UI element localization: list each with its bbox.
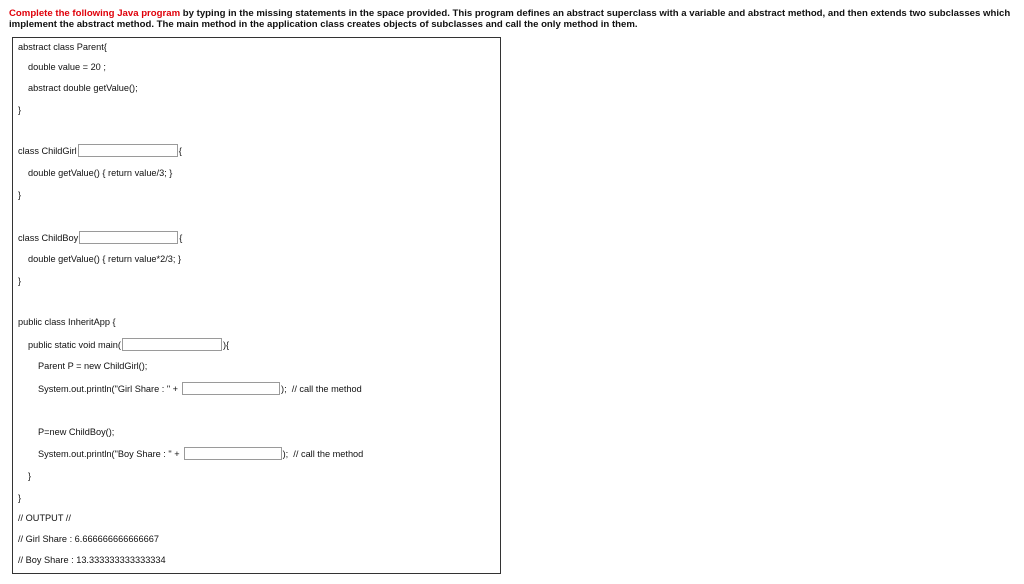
code-line-parent-method (28, 82, 138, 94)
code-text: double getValue() { return value*2/3; } (28, 254, 182, 264)
code-line-parent-field (28, 61, 106, 73)
code-text: { (179, 232, 183, 243)
code-text: } (18, 276, 22, 286)
code-line-boy-method (28, 253, 181, 265)
code-line-boy-new (38, 426, 114, 438)
code-text: P=new ChildBoy(); (38, 427, 115, 437)
code-text: class ChildGirl (18, 145, 77, 156)
code-line-app-decl (18, 316, 116, 328)
code-line-parent-decl (18, 41, 107, 53)
code-text: // OUTPUT // (18, 513, 71, 523)
code-text: class ChildBoy (18, 232, 79, 243)
code-text: double value = 20 ; (28, 62, 106, 72)
code-line-boy-print (38, 447, 363, 460)
code-text: { (178, 145, 182, 156)
code-line-output-header (18, 512, 71, 524)
code-line-main-decl (28, 338, 229, 351)
code-text: public static void main( (28, 339, 121, 350)
boy-extends-input[interactable] (79, 231, 178, 244)
code-line-output-girl (18, 533, 159, 545)
boy-call-input[interactable] (184, 447, 282, 460)
code-line-boy-decl (18, 231, 182, 244)
code-text: } (28, 471, 32, 481)
instructions-highlight: Complete the following Java program (9, 8, 181, 19)
code-text: // Boy Share : 13.333333333333334 (18, 555, 166, 565)
girl-extends-input[interactable] (78, 144, 178, 157)
code-line-parent-new (38, 360, 147, 372)
code-text: public class InheritApp { (18, 317, 116, 327)
code-line-output-boy (18, 554, 166, 566)
code-text: // Girl Share : 6.666666666666667 (18, 534, 159, 544)
code-box (12, 37, 501, 574)
code-text: abstract double getValue(); (28, 83, 138, 93)
code-line-close-brace (18, 275, 21, 287)
code-line-close-brace-main (28, 470, 31, 482)
code-text: ); // call the method (282, 448, 364, 459)
code-text: System.out.println("Girl Share : " + (38, 383, 179, 394)
code-text: System.out.println("Boy Share : " + (38, 448, 180, 459)
code-text: } (18, 105, 22, 115)
code-text: ){ (222, 339, 230, 350)
code-line-girl-print (38, 382, 362, 395)
girl-call-input[interactable] (182, 382, 280, 395)
code-line-girl-decl (18, 144, 182, 157)
code-text: abstract class Parent{ (18, 42, 107, 52)
code-line-close-brace (18, 189, 21, 201)
instructions-text: by typing in the missing statements in the space provided. This program defines an abstract superclass with a variable and abstract method, and then extends two subclasses which implement the abstract method. The main method in the application class creates objects of subclasses and call the only method in them. (9, 8, 1011, 30)
code-text: double getValue() { return value/3; } (28, 168, 173, 178)
code-text: Parent P = new ChildGirl(); (38, 361, 148, 371)
code-text: } (18, 493, 22, 503)
code-line-girl-method (28, 167, 172, 179)
instructions (9, 8, 1017, 30)
main-args-input[interactable] (122, 338, 222, 351)
code-text: } (18, 190, 22, 200)
code-text: ); // call the method (281, 383, 362, 394)
code-line-close-brace (18, 104, 21, 116)
code-line-close-brace-app (18, 492, 21, 504)
